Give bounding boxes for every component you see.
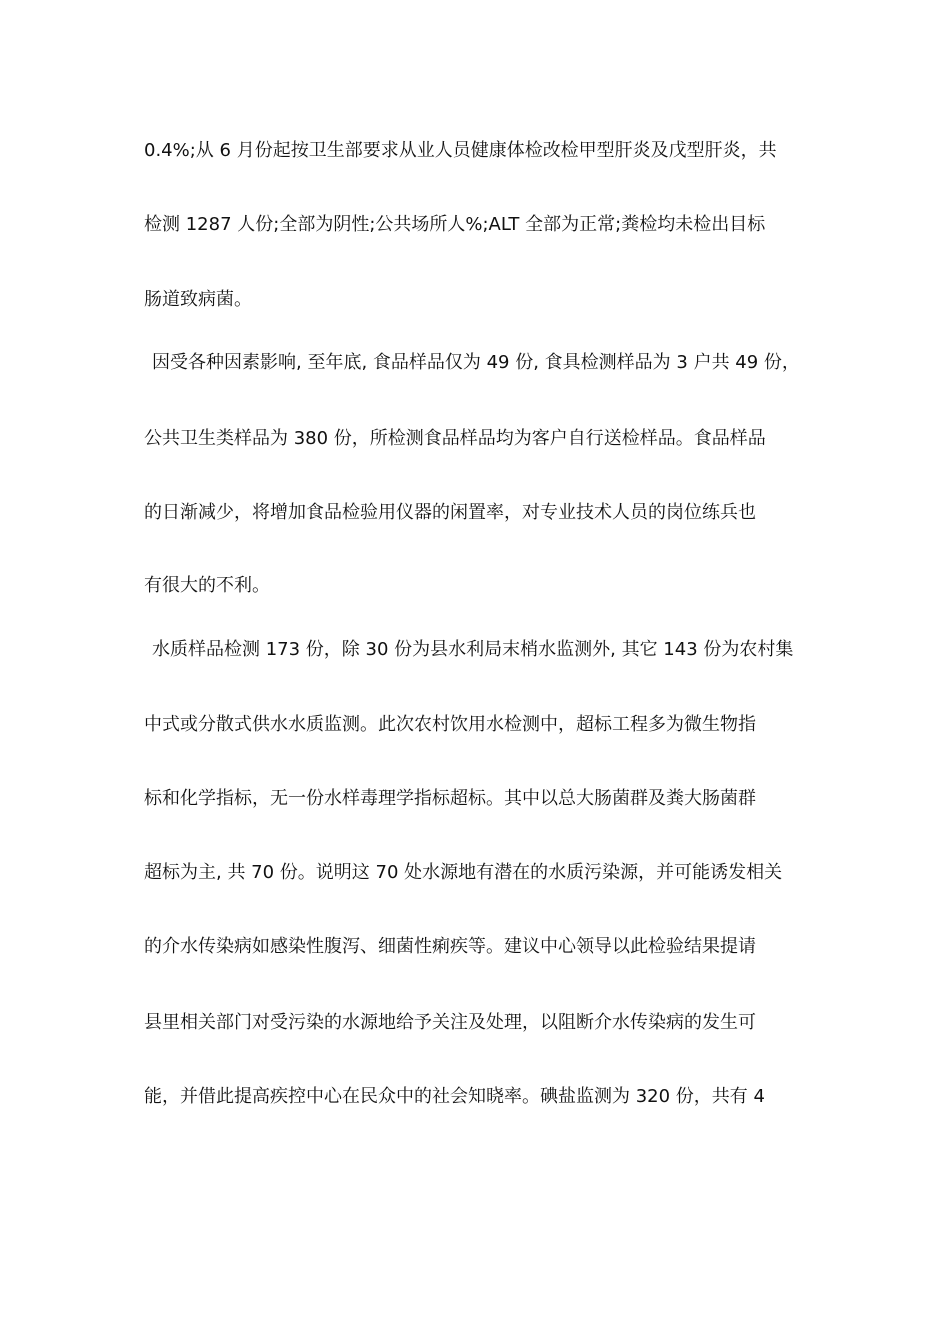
- text-line: 肠道致病菌。: [144, 289, 252, 310]
- text-line: 超标为主, 共 70 份。说明这 70 处水源地有潜在的水质污染源，并可能诱发相关: [144, 862, 783, 883]
- text-line: 县里相关部门对受污染的水源地给予关注及处理，以阻断介水传染病的发生可: [144, 1012, 756, 1033]
- paragraph-start-line: 水质样品检测 173 份，除 30 份为县水利局末梢水监测外, 其它 143 份为农村集: [152, 639, 794, 660]
- text-line: 检测 1287 人份;全部为阴性;公共场所人%;ALT 全部为正常;粪检均未检出目标: [144, 214, 766, 235]
- paragraph-start-line: 因受各种因素影响, 至年底, 食品样品仅为 49 份, 食具检测样品为 3 户共 49 份，: [152, 352, 800, 373]
- text-line: 标和化学指标，无一份水样毒理学指标超标。其中以总大肠菌群及粪大肠菌群: [144, 788, 756, 809]
- text-line: 能，并借此提高疾控中心在民众中的社会知晓率。碘盐监测为 320 份，共有 4: [144, 1086, 765, 1107]
- text-line: 公共卫生类样品为 380 份，所检测食品样品均为客户自行送检样品。食品样品: [144, 428, 766, 449]
- text-line: 的介水传染病如感染性腹泻、细菌性痢疾等。建议中心领导以此检验结果提请: [144, 936, 756, 957]
- text-line: 的日渐减少，将增加食品检验用仪器的闲置率，对专业技术人员的岗位练兵也: [144, 502, 756, 523]
- text-line: 中式或分散式供水水质监测。此次农村饮用水检测中，超标工程多为微生物指: [144, 714, 756, 735]
- text-line: 有很大的不利。: [144, 575, 270, 596]
- text-line: 0.4%;从 6 月份起按卫生部要求从业人员健康体检改检甲型肝炎及戊型肝炎，共: [144, 140, 777, 161]
